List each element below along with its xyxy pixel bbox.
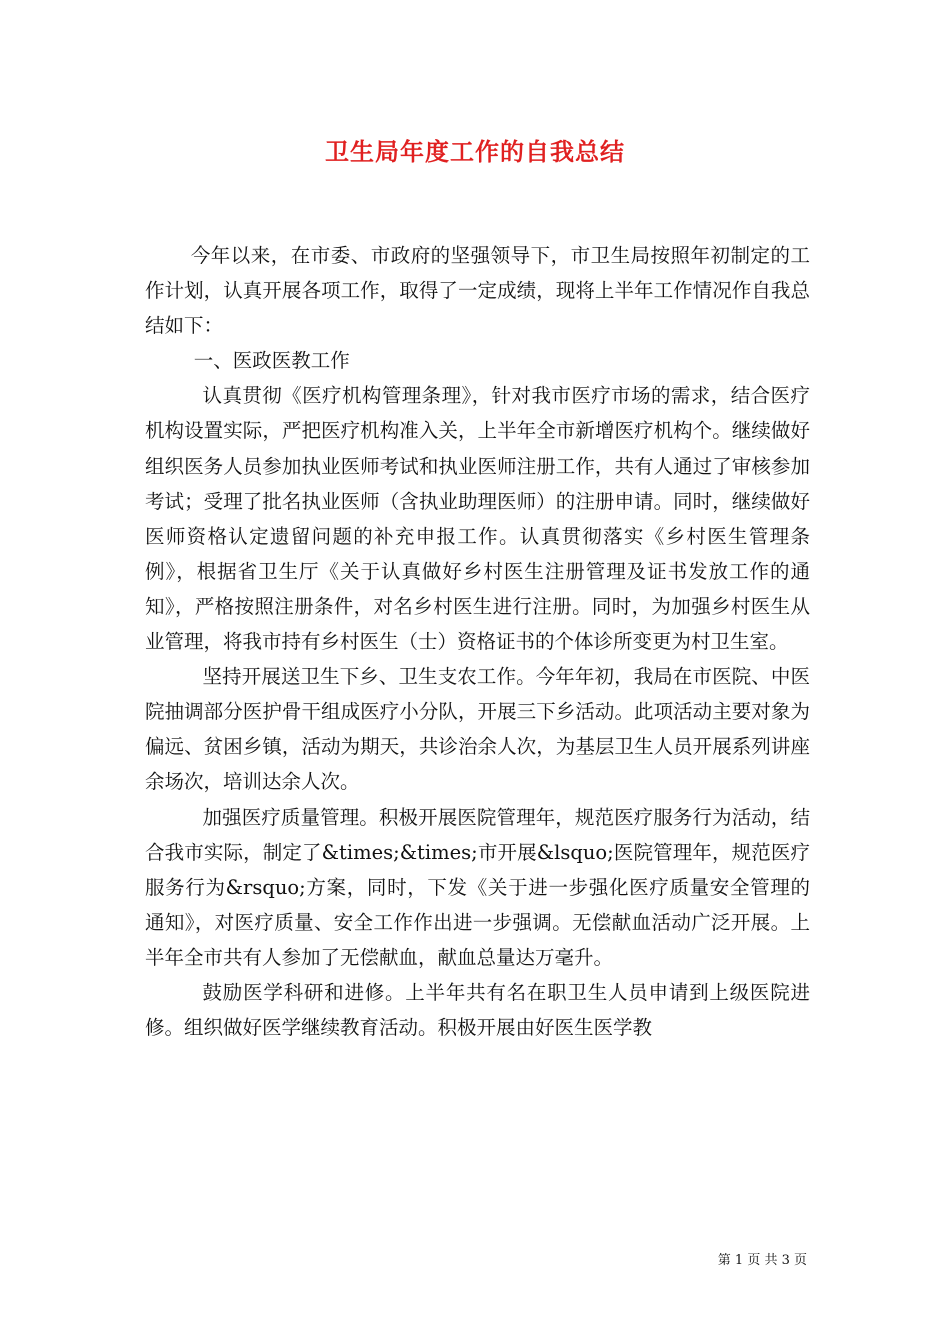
paragraph-medical-admin: 认真贯彻《医疗机构管理条理》，针对我市医疗市场的需求，结合医疗机构设置实际，严把医疗机构准入关，上半年全市新增医疗机构个。继续做好组织医务人员参加执业医师考试和执业医师注册工作，共有人通过了审核参加考试；受理了批名执业医师（含执业助理医师）的注册申请。同时，继续做好医师资格认定遗留问题的补充申报工作。认真贯彻落实《乡村医生管理条例》，根据省卫生厅《关于认真做好乡村医生注册管理及证书发放工作的通知》，严格按照注册条件，对名乡村医生进行注册。同时，为加强乡村医生从业管理，将我市持有乡村医生（士）资格证书的个体诊所变更为村卫生室。 xyxy=(145,384,810,654)
section-heading: 一、医政医教工作 xyxy=(193,349,350,373)
paragraph-intro: 今年以来，在市委、市政府的坚强领导下，市卫生局按照年初制定的工作计划，认真开展各项工作，取得了一定成绩，现将上半年工作情况作自我总结如下： xyxy=(145,244,810,338)
document-title: 卫生局年度工作的自我总结 xyxy=(325,137,625,166)
paragraph-research-training: 鼓励医学科研和进修。上半年共有名在职卫生人员申请到上级医院进修。组织做好医学继续教育活动。积极开展由好医生医学教 xyxy=(145,980,810,1040)
page-number: 第 1 页 共 3 页 xyxy=(717,1253,807,1268)
document-body xyxy=(145,238,810,1045)
paragraph-quality-management: 加强医疗质量管理。积极开展医院管理年，规范医疗服务行为活动，结合我市实际，制定了&times;&times;市开展&lsquo;医院管理年，规范医疗服务行为&rsquo;方案，同时，下发《关于进一步强化医疗质量安全管理的通知》，对医疗质量、安全工作作出进一步强调。无偿献血活动广泛开展。上半年全市共有人参加了无偿献血，献血总量达万毫升。 xyxy=(145,805,810,969)
paragraph-rural-health: 坚持开展送卫生下乡、卫生支农工作。今年年初，我局在市医院、中医院抽调部分医护骨干组成医疗小分队，开展三下乡活动。此项活动主要对象为偏远、贫困乡镇，活动为期天，共诊治余人次，为基层卫生人员开展系列讲座余场次，培训达余人次。 xyxy=(145,665,810,794)
